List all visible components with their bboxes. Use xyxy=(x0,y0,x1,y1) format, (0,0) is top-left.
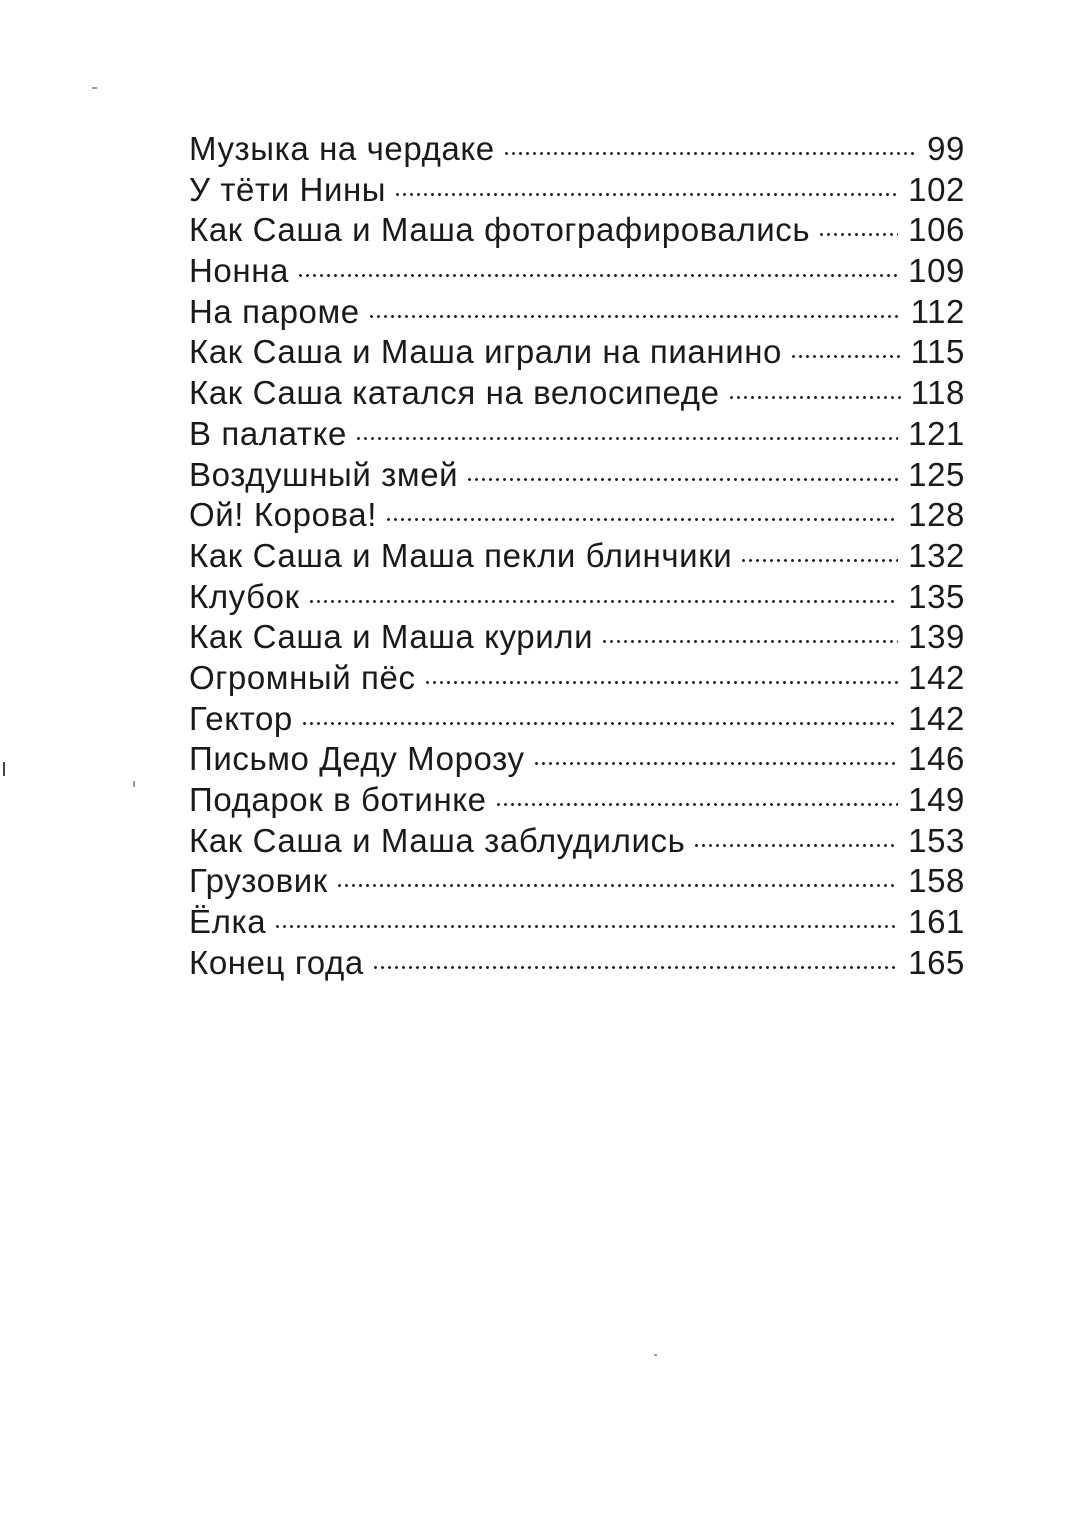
dot-leader xyxy=(372,965,898,974)
toc-entry-title: У тёти Нины xyxy=(189,170,387,208)
toc-entry-page-number: 115 xyxy=(910,333,965,371)
toc-entry-title: Как Саша и Маша играли на пианино xyxy=(189,333,783,371)
toc-entry[interactable] xyxy=(189,292,965,333)
toc-entry-page-number: 128 xyxy=(908,496,965,534)
toc-entry-page-number: 139 xyxy=(908,618,965,656)
toc-entry-page-number: 158 xyxy=(908,862,965,900)
toc-entry[interactable] xyxy=(189,332,965,373)
dot-leader xyxy=(503,151,917,160)
toc-entry-title: Музыка на чердаке xyxy=(189,130,495,167)
dot-leader xyxy=(355,436,898,445)
dot-leader xyxy=(740,558,898,567)
toc-entry-page-number: 142 xyxy=(908,699,965,737)
toc-entry-title: Ой! Корова! xyxy=(189,496,378,534)
scan-speck xyxy=(92,87,97,89)
toc-entry[interactable] xyxy=(189,129,965,170)
toc-entry-title: Воздушный змей xyxy=(189,455,459,493)
toc-entry-page-number: 132 xyxy=(908,536,965,574)
toc-entry[interactable] xyxy=(189,495,965,536)
dot-leader xyxy=(495,802,899,811)
toc-entry-page-number: 146 xyxy=(908,740,965,778)
dot-leader xyxy=(368,314,901,323)
toc-entry-page-number: 161 xyxy=(908,903,965,941)
dot-leader xyxy=(424,680,899,689)
table-of-contents xyxy=(189,129,965,983)
dot-leader xyxy=(601,639,898,648)
toc-entry[interactable] xyxy=(189,373,965,414)
dot-leader xyxy=(728,395,901,404)
toc-entry-title: Клубок xyxy=(189,577,300,615)
toc-entry-title: Грузовик xyxy=(189,862,328,900)
toc-entry-title: Огромный пёс xyxy=(189,658,416,696)
dot-leader xyxy=(818,232,898,241)
toc-entry-title: Как Саша и Маша фотографировались xyxy=(189,211,811,249)
dot-leader xyxy=(790,354,901,363)
toc-entry[interactable] xyxy=(189,414,965,455)
toc-entry[interactable] xyxy=(189,577,965,618)
dot-leader xyxy=(301,721,898,730)
toc-entry-page-number: 153 xyxy=(908,821,965,859)
dot-leader xyxy=(297,273,898,282)
toc-entry-page-number: 112 xyxy=(910,292,965,330)
dot-leader xyxy=(466,477,898,486)
toc-entry[interactable] xyxy=(189,210,965,251)
toc-entry-title: Как Саша и Маша курили xyxy=(189,618,594,656)
toc-entry[interactable] xyxy=(189,617,965,658)
toc-entry-title: На пароме xyxy=(189,292,360,330)
toc-entry-page-number: 135 xyxy=(908,577,965,615)
toc-entry[interactable] xyxy=(189,780,965,821)
toc-entry-title: Нонна xyxy=(189,252,289,290)
toc-entry[interactable] xyxy=(189,861,965,902)
toc-entry-title: Подарок в ботинке xyxy=(189,781,487,818)
toc-entry[interactable] xyxy=(189,739,965,780)
toc-entry[interactable] xyxy=(189,821,965,862)
toc-entry-page-number: 102 xyxy=(908,170,965,208)
toc-entry-title: Гектор xyxy=(189,699,293,737)
dot-leader xyxy=(394,192,898,201)
toc-entry-title: В палатке xyxy=(189,414,347,452)
toc-entry[interactable] xyxy=(189,170,965,211)
dot-leader xyxy=(533,761,899,770)
toc-entry-title: Как Саша и Маша заблудились xyxy=(189,821,686,859)
scan-speck xyxy=(133,781,135,787)
toc-entry-title: Конец года xyxy=(189,943,364,981)
scan-speck xyxy=(654,1354,657,1356)
toc-entry-title: Как Саша катался на велосипеде xyxy=(189,374,720,412)
toc-entry[interactable] xyxy=(189,943,965,984)
toc-entry[interactable] xyxy=(189,536,965,577)
dot-leader xyxy=(385,517,898,526)
toc-entry-page-number: 106 xyxy=(908,211,965,249)
dot-leader xyxy=(274,924,898,933)
toc-entry-title: Ёлка xyxy=(189,903,267,941)
dot-leader xyxy=(336,883,898,892)
toc-entry[interactable] xyxy=(189,251,965,292)
toc-entry-page-number: 99 xyxy=(927,130,965,167)
toc-entry-page-number: 142 xyxy=(908,658,965,696)
toc-entry[interactable] xyxy=(189,455,965,496)
toc-entry-page-number: 149 xyxy=(908,781,965,818)
toc-entry[interactable] xyxy=(189,902,965,943)
toc-entry-page-number: 109 xyxy=(908,252,965,290)
scan-speck xyxy=(3,762,5,776)
toc-entry-title: Письмо Деду Морозу xyxy=(189,740,525,778)
dot-leader xyxy=(308,599,899,608)
dot-leader xyxy=(693,843,898,852)
toc-entry-page-number: 121 xyxy=(908,414,965,452)
toc-entry-page-number: 125 xyxy=(908,455,965,493)
toc-entry[interactable] xyxy=(189,658,965,699)
toc-entry-title: Как Саша и Маша пекли блинчики xyxy=(189,536,733,574)
toc-entry-page-number: 165 xyxy=(908,943,965,981)
toc-entry-page-number: 118 xyxy=(910,374,965,412)
toc-entry[interactable] xyxy=(189,699,965,740)
